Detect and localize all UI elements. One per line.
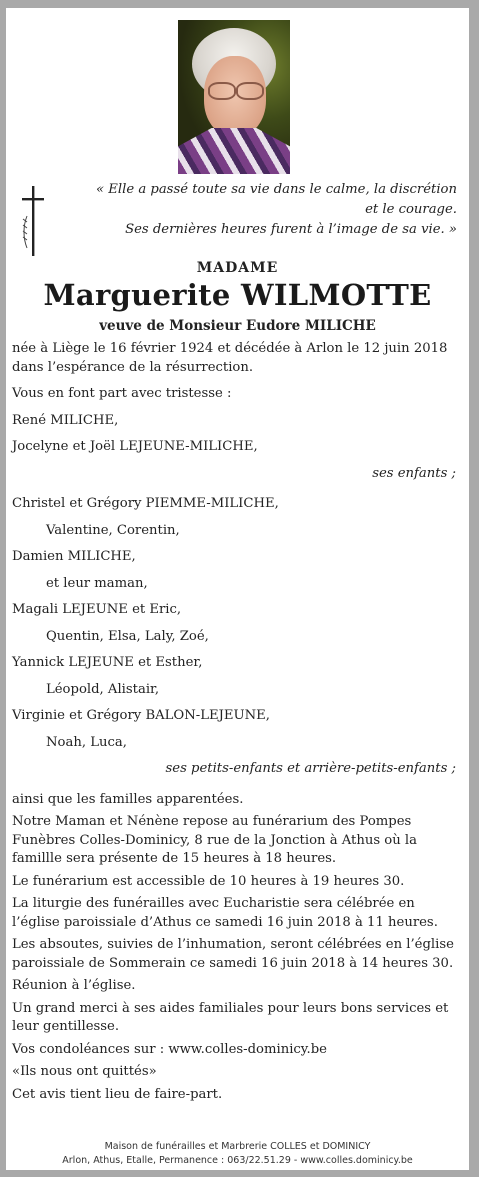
child-name: Jocelyne et Joël LEJEUNE-MILICHE, [12, 439, 258, 454]
detail-paragraph: «Ils nous ont quittés» [12, 1064, 157, 1079]
intro-text: Vous en font part avec tristesse : [12, 386, 232, 401]
obituary-sheet [6, 8, 469, 1170]
detail-paragraph: Réunion à l’église. [12, 978, 136, 993]
details-paragraphs [12, 791, 456, 1105]
birth-death-text: née à Liège le 16 février 1924 et décédée à Arlon le 12 juin 2018 dans l’espérance de la résurrection. [12, 341, 448, 375]
list-item: Valentine, Corentin, [46, 522, 180, 538]
list-item: Damien MILICHE, [12, 549, 136, 564]
quote-line: Ses dernières heures furent à l’image de sa vie. » [125, 222, 457, 237]
cross-icon [18, 186, 44, 256]
list-item: Virginie et Grégory BALON-LEJEUNE, [12, 708, 270, 723]
grandchildren-label: ses petits-enfants et arrière-petits-enfants ; [165, 761, 456, 776]
detail-paragraph: ainsi que les familles apparentées. [12, 791, 244, 807]
salutation: MADAME [196, 260, 279, 276]
announcement-body [12, 340, 456, 1108]
portrait-photo [178, 20, 290, 174]
detail-paragraph: La liturgie des funérailles avec Eucharistie sera célébrée en l’église paroissiale d’Athus ce samedi 16 juin 2018 à 11 heures. [12, 896, 438, 930]
detail-paragraph: Le funérarium est accessible de 10 heures à 19 heures 30. [12, 873, 405, 889]
child-name: René MILICHE, [12, 412, 119, 428]
detail-paragraph: Un grand merci à ses aides familiales pour leurs bons services et leur gentillesse. [12, 1000, 449, 1034]
list-item: Léopold, Alistair, [46, 681, 160, 697]
footer-line: Maison de funérailles et Marbrerie COLLES et DOMINICY [104, 1141, 371, 1152]
deceased-name: Marguerite WILMOTTE [43, 278, 432, 312]
list-item: Noah, Luca, [46, 734, 127, 750]
list-item: Yannick LEJEUNE et Esther, [12, 655, 203, 670]
list-item: et leur maman, [46, 575, 148, 591]
list-item: Christel et Grégory PIEMME-MILICHE, [12, 496, 279, 511]
detail-paragraph: Notre Maman et Nénène repose au funérarium des Pompes Funèbres Colles-Dominicy, 8 rue de la Jonction à Athus où la famillle sera présente de 15 heures à 18 heures. [12, 814, 417, 866]
grandchildren-list [12, 495, 456, 752]
detail-paragraph: Vos condoléances sur : www.colles-dominicy.be [12, 1041, 327, 1057]
epitaph-quote [57, 180, 457, 240]
quote-line: et le courage. [365, 202, 457, 217]
list-item: Magali LEJEUNE et Eric, [12, 602, 182, 617]
widow-of: veuve de Monsieur Eudore MILICHE [99, 318, 376, 334]
children-label: ses enfants ; [372, 465, 456, 481]
detail-paragraph: Les absoutes, suivies de l’inhumation, seront célébrées en l’église paroissiale de Sommerain ce samedi 16 juin 2018 à 14 heures 30. [12, 937, 454, 971]
footer-line: Arlon, Athus, Etalle, Permanence : 063/22.51.29 - www.colles.dominicy.be [62, 1155, 413, 1166]
quote-line: « Elle a passé toute sa vie dans le calme, la discrétion [96, 182, 457, 197]
detail-paragraph: Cet avis tient lieu de faire-part. [12, 1086, 223, 1102]
list-item: Quentin, Elsa, Laly, Zoé, [46, 628, 209, 644]
funeral-home-footer [6, 1140, 469, 1168]
